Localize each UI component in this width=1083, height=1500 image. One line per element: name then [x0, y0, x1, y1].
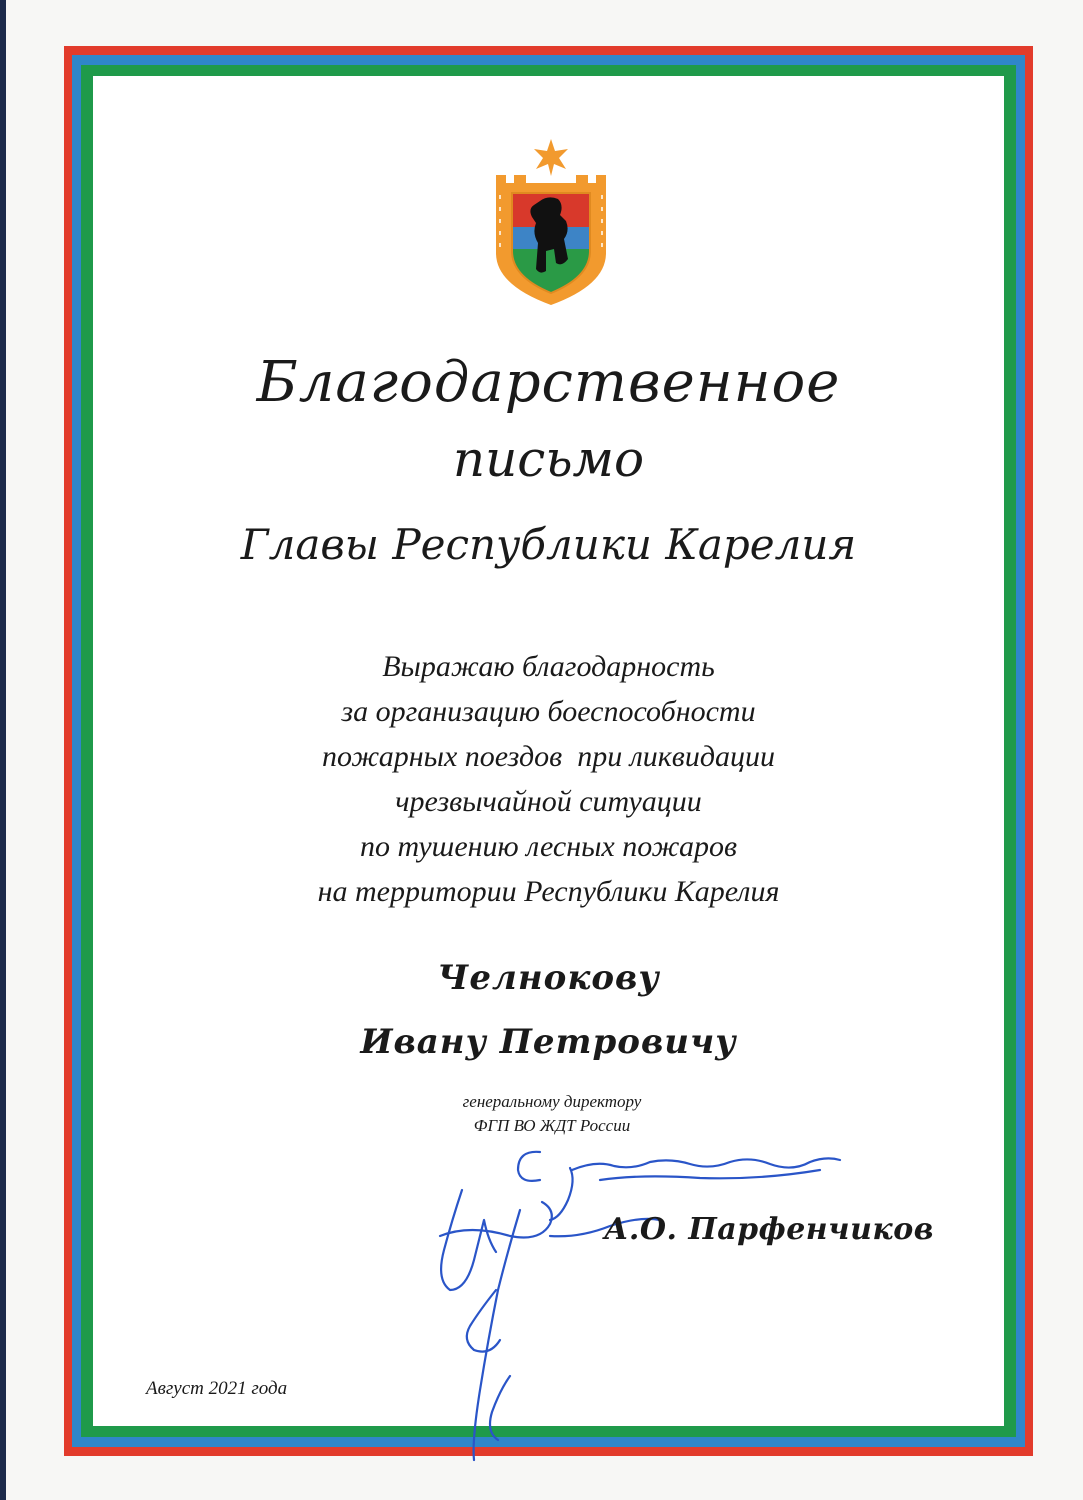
- recipient-position: генеральному директору: [462, 1092, 642, 1111]
- title-line-3: Главы Республики Карелия: [240, 520, 857, 569]
- title-line-2: письмо: [452, 430, 645, 488]
- body-line: на территории Республики Карелия: [317, 875, 780, 908]
- scan-edge-strip: [0, 0, 6, 1500]
- karelia-coat-of-arms-icon: [488, 135, 614, 307]
- issue-date: Август 2021 года: [146, 1378, 288, 1399]
- signer-name: А.О. Парфенчиков: [604, 1212, 934, 1247]
- body-line: чрезвычайной ситуации: [395, 785, 702, 818]
- body-line: пожарных поездов при ликвидации: [321, 740, 776, 773]
- gratitude-text: [93, 644, 1004, 914]
- recipient-organization: ФГП ВО ЖДТ России: [473, 1116, 631, 1135]
- body-line: по тушению лесных пожаров: [359, 830, 738, 863]
- title-line-1: Благодарственное: [256, 350, 841, 415]
- recipient-surname: Челнокову: [437, 958, 660, 998]
- body-line: Выражаю благодарность: [382, 650, 715, 683]
- handwritten-signature: [400, 1140, 860, 1480]
- recipient-name: Ивану Петровичу: [360, 1022, 737, 1062]
- body-line: за организацию боеспособности: [341, 695, 756, 728]
